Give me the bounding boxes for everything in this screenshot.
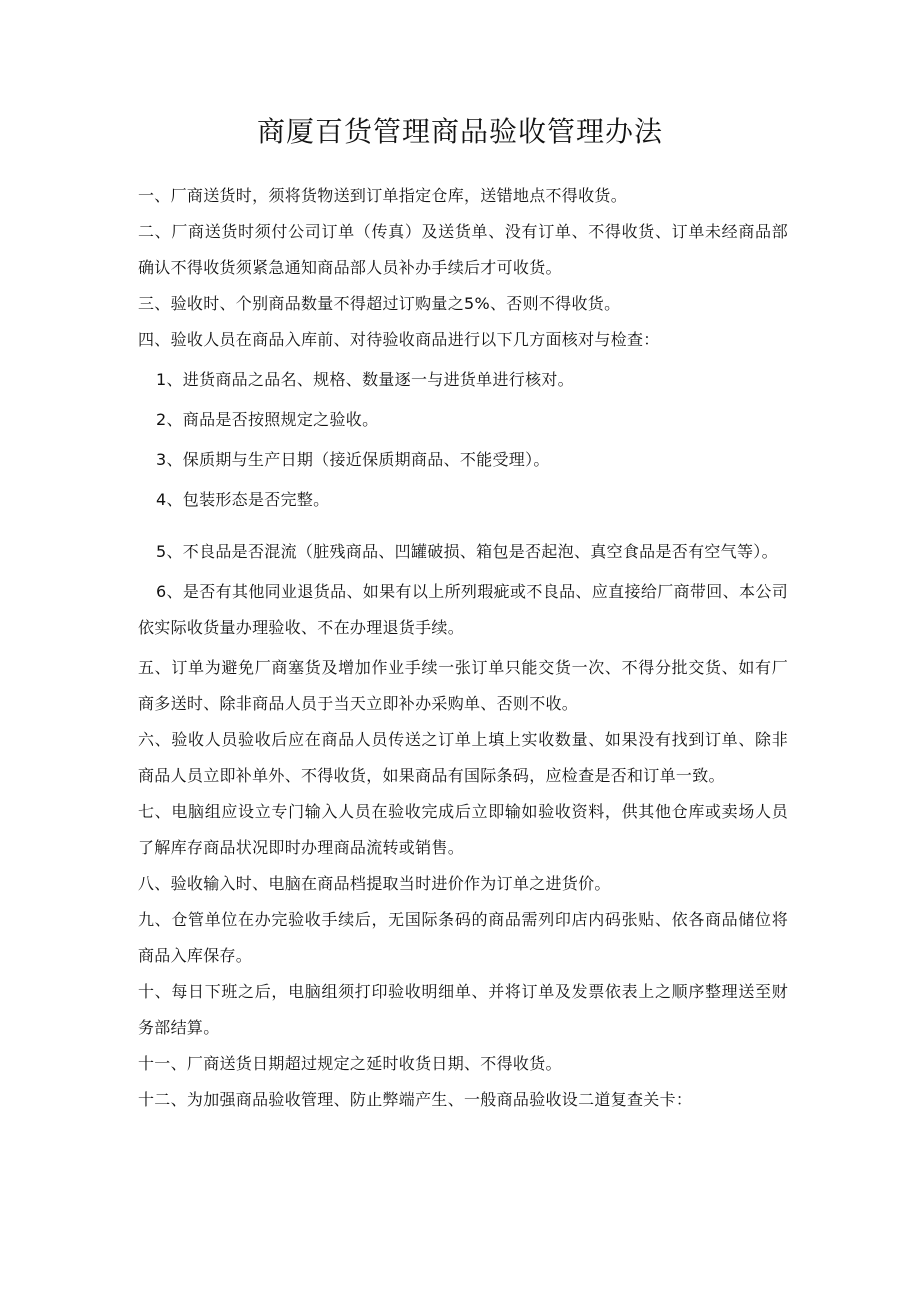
paragraph-11: 十一、厂商送货日期超过规定之延时收货日期、不得收货。: [138, 1054, 562, 1073]
sub-item-2: 2、商品是否按照规定之验收。: [156, 410, 379, 429]
sub-item-3: 3、保质期与生产日期（接近保质期商品、不能受理）。: [156, 450, 550, 469]
document-title: 商厦百货管理商品验收管理办法: [256, 115, 663, 148]
paragraph-3: 三、验收时、个别商品数量不得超过订购量之5%、否则不得收货。: [138, 294, 621, 313]
sub-item-4: 4、包装形态是否完整。: [156, 490, 330, 509]
paragraph-9: 九、仓管单位在办完验收手续后，无国际条码的商品需列印店内码张贴、依各商品储位将商品入库保存。: [138, 910, 788, 965]
document-body: [138, 178, 788, 1118]
paragraph-6: 六、验收人员验收后应在商品人员传送之订单上填上实收数量、如果没有找到订单、除非商品人员立即补单外、不得收货，如果商品有国际条码，应检查是否和订单一致。: [138, 730, 788, 785]
paragraph-10: 十、每日下班之后，电脑组须打印验收明细单、并将订单及发票依表上之顺序整理送至财务部结算。: [138, 982, 788, 1037]
sub-item-5: 5、不良品是否混流（脏残商品、凹罐破损、箱包是否起泡、真空食品是否有空气等）。: [156, 542, 778, 561]
paragraph-1: 一、厂商送货时，须将货物送到订单指定仓库，送错地点不得收货。: [138, 186, 628, 205]
paragraph-2: 二、厂商送货时须付公司订单（传真）及送货单、没有订单、不得收货、订单未经商品部确认不得收货须紧急通知商品部人员补办手续后才可收货。: [138, 222, 788, 277]
paragraph-12: 十二、为加强商品验收管理、防止弊端产生、一般商品验收设二道复查关卡：: [138, 1090, 693, 1109]
paragraph-5: 五、订单为避免厂商塞货及增加作业手续一张订单只能交货一次、不得分批交货、如有厂商多送时、除非商品人员于当天立即补办采购单、否则不收。: [138, 658, 788, 713]
sub-item-1: 1、进货商品之品名、规格、数量逐一与进货单进行核对。: [156, 370, 574, 389]
sub-item-6: 6、是否有其他同业退货品、如果有以上所列瑕疵或不良品、应直接给厂商带回、本公司依实际收货量办理验收、不在办理退货手续。: [138, 582, 788, 637]
paragraph-7: 七、电脑组应设立专门输入人员在验收完成后立即输如验收资料，供其他仓库或卖场人员了解库存商品状况即时办理商品流转或销售。: [138, 802, 788, 857]
paragraph-4: 四、验收人员在商品入库前、对待验收商品进行以下几方面核对与检查：: [138, 330, 660, 349]
paragraph-8: 八、验收输入时、电脑在商品档提取当时进价作为订单之进货价。: [138, 874, 611, 893]
